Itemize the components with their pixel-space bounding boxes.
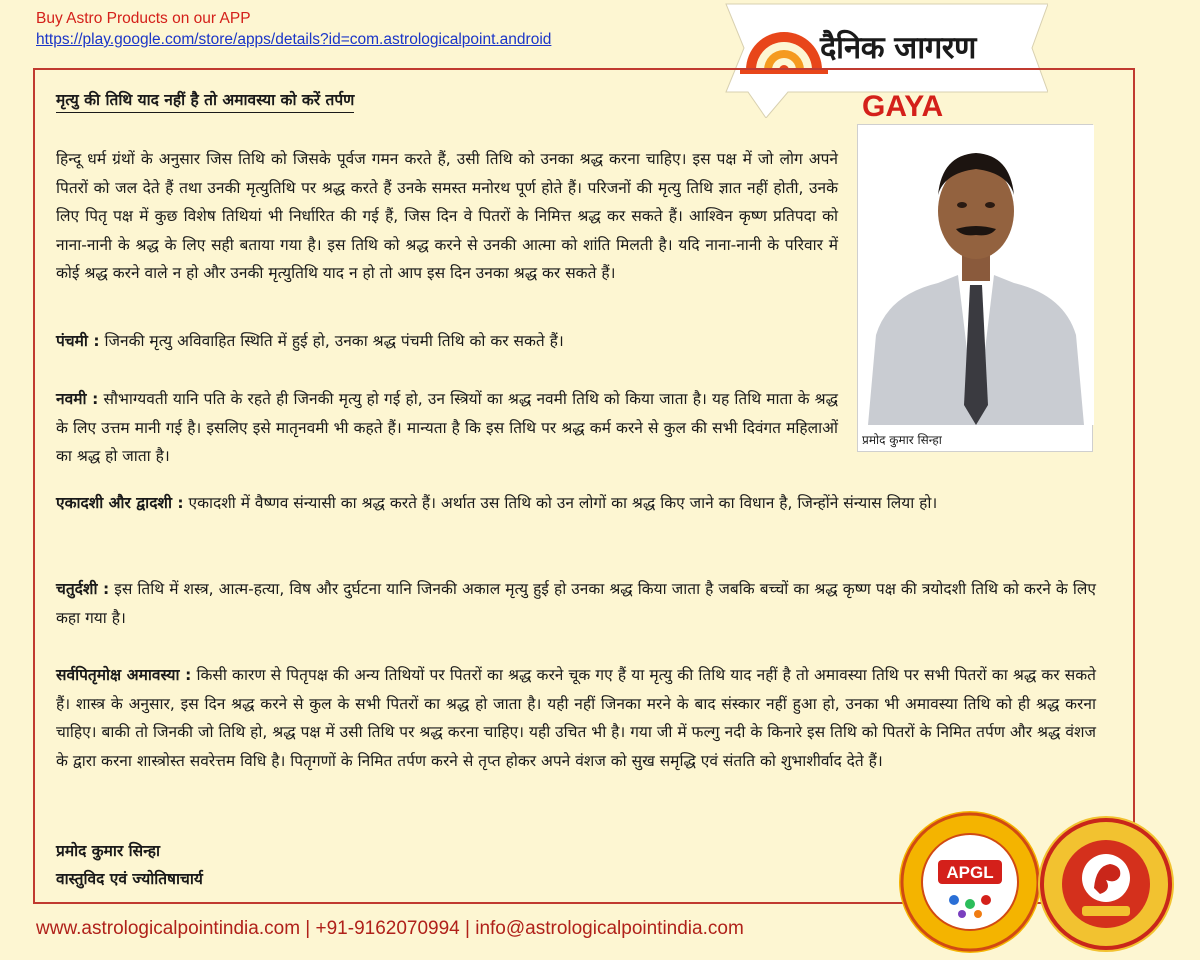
section-text: एकादशी में वैष्णव संन्यासी का श्रद्ध करते हैं। अर्थात उस तिथि को उन लोगों का श्रद्ध किए जाने का विधान है, जिन्होंने संन्यास लिया हो। bbox=[183, 494, 938, 512]
section-navami bbox=[56, 385, 838, 471]
app-promo bbox=[36, 8, 551, 50]
section-panchami bbox=[56, 327, 838, 356]
section-term: एकादशी और द्वादशी : bbox=[56, 494, 184, 512]
author-photo bbox=[857, 124, 1093, 452]
section-ekadashi bbox=[56, 489, 1096, 518]
section-text: किसी कारण से पितृपक्ष की अन्य तिथियों पर पितरों का श्रद्ध करने चूक गए हैं या मृत्यु की तिथि याद नहीं है तो अमावस्या तिथि पर सभी पितरों का श्रद्ध कर सकते हैं। शास्त्र के अनुसार, इस दिन श्रद्ध करने से कुल के सभी पितरों का श्रद्ध हो जाता है। यही नहीं जिनका मरने के बाद संस्कार नहीं हुआ हो, उनका भी अमावस्या तिथि को ही श्रद्ध करना चाहिए। बाकी तो जिनकी जो तिथि हो, श्रद्ध पक्ष में उसी तिथि पर श्रद्ध करना चाहिए। यही उचित भी है। गया जी में फल्गु नदी के किनारे इस तिथि को पितरों के निमित तर्पण और श्रद्ध वंशज के द्वारा करना शास्त्रोस्त सवरेत्तम विधि है। पितृगणों के निमित तर्पण करने से तृप्त होकर अपने वंशज को सुख समृद्धि एवं संतति को शुभाशीर्वाद देते हैं। bbox=[56, 666, 1096, 770]
section-text: जिनकी मृत्यु अविवाहित स्थिति में हुई हो, उनका श्रद्ध पंचमी तिथि को कर सकते हैं। bbox=[99, 332, 564, 350]
article-intro: हिन्दू धर्म ग्रंथों के अनुसार जिस तिथि को जिसके पूर्वज गमन करते हैं, उसी तिथि को उनका श्रद्ध करना चाहिए। इस पक्ष में जो लोग अपने पितरों को जल देते हैं तथा उनकी मृत्युतिथि पर श्रद्ध करते हैं उनके समस्त मनोरथ पूर्ण होते हैं। परिजनों की मृत्यु तिथि ज्ञात नहीं होती, उनके लिए पितृ पक्ष में कुछ विशेष तिथियां भी निर्धारित की गई हैं, जिस दिन वे पितरों के निमित्त श्रद्ध कर सकते हैं। आश्विन कृष्ण प्रतिपदा को नाना-नानी के श्रद्ध के लिए सही बताया गया है। इस तिथि को श्रद्ध करने से उनकी आत्मा को शांति मिलती है। यदि नाना-नानी के परिवार में कोई श्रद्ध करने वाले न हो और उनकी मृत्युतिथि याद न हो तो आप इस दिन उनका श्रद्ध कर सकते हैं। bbox=[56, 150, 838, 282]
author-title: वास्तुविद एवं ज्योतिषाचार्य bbox=[56, 870, 203, 888]
photo-caption: प्रमोद कुमार सिन्हा bbox=[862, 433, 942, 447]
section-term: नवमी : bbox=[56, 390, 99, 408]
author-name: प्रमोद कुमार सिन्हा bbox=[56, 842, 161, 860]
apgl-seal-icon bbox=[896, 808, 1044, 956]
section-term: पंचमी : bbox=[56, 332, 100, 350]
city-label: GAYA bbox=[862, 90, 944, 123]
section-term: चतुर्दशी : bbox=[56, 580, 110, 598]
section-term: सर्वपितृमोक्ष अमावस्या : bbox=[56, 666, 192, 684]
article-title: मृत्यु की तिथि याद नहीं है तो अमावस्या को करें तर्पण bbox=[56, 88, 354, 113]
author-signature bbox=[56, 837, 203, 893]
promo-text: Buy Astro Products on our APP bbox=[36, 10, 251, 27]
section-chaturdashi bbox=[56, 575, 1096, 632]
apgl-label: APGL bbox=[946, 863, 994, 882]
play-store-link[interactable]: https://play.google.com/store/apps/details?id=com.astrologicalpoint.android bbox=[36, 31, 552, 48]
section-sarvapitru-amavasya bbox=[56, 661, 1096, 775]
newspaper-name: दैनिक जागरण bbox=[820, 30, 976, 66]
section-text: इस तिथि में शस्त्र, आत्म-हत्या, विष और दुर्घटना यानि जिनकी अकाल मृत्यु हुई हो उनका श्रद्ध किया जाता है जबकि बच्चों का श्रद्ध कृष्ण पक्ष की त्रयोदशी तिथि को करने के लिए कहा गया है। bbox=[56, 580, 1096, 627]
footer-contact: www.astrologicalpointindia.com | +91-9162070994 | info@astrologicalpointindia.com bbox=[36, 918, 744, 939]
apgl-seal bbox=[896, 808, 1044, 956]
section-text: सौभाग्यवती यानि पति के रहते ही जिनकी मृत्यु हो गई हो, उन स्त्रियों का श्रद्ध नवमी तिथि को किया जाता है। यह तिथि माता के श्रद्ध के लिए उत्तम मानी गई है। इसलिए इसे मातृनवमी भी कहते हैं। मान्यता है कि इस तिथि पर श्रद्ध कर्म करने से कुल की सभी दिवंगत महिलाओं का श्रद्ध हो जाता है। bbox=[56, 390, 838, 465]
astrological-point-seal-icon bbox=[1036, 814, 1176, 954]
astrological-point-seal bbox=[1036, 814, 1176, 954]
portrait-illustration bbox=[858, 125, 1094, 425]
